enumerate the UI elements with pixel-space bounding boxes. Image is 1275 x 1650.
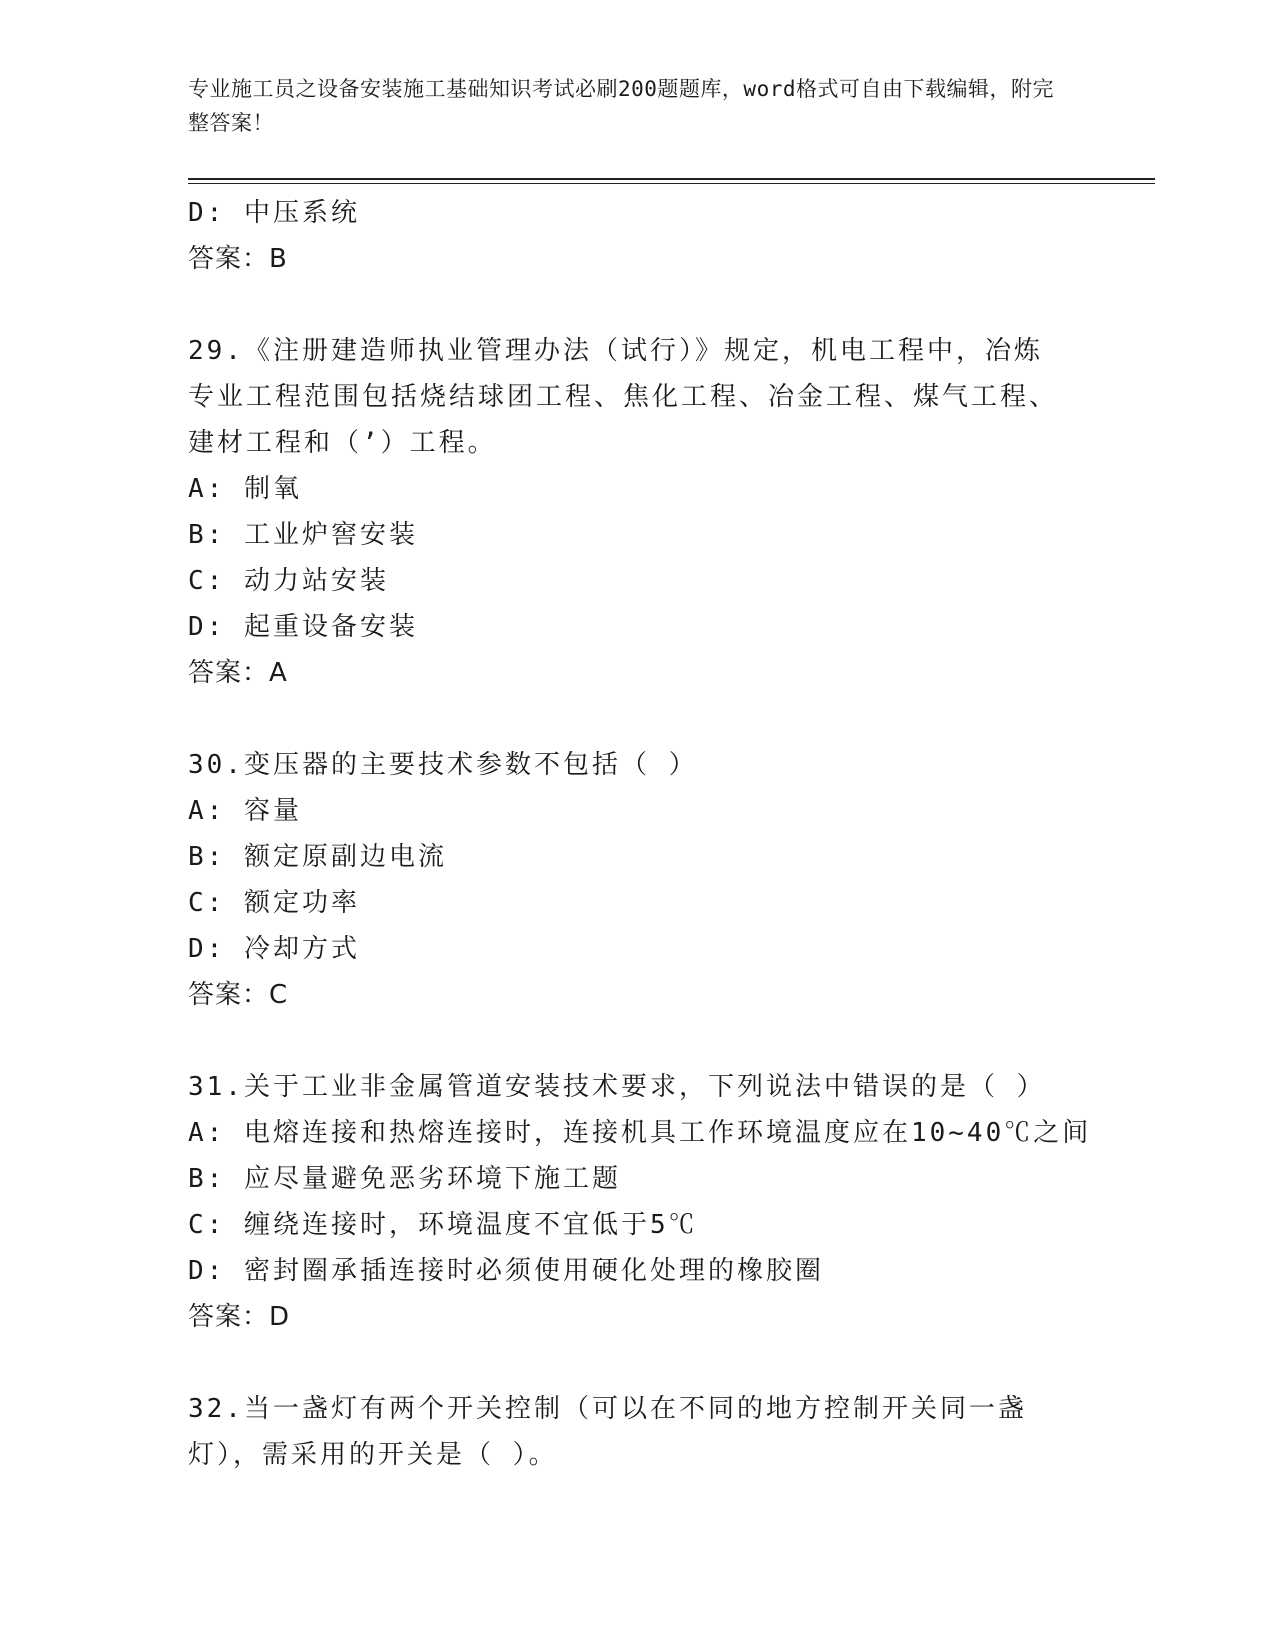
option-a: A: 电熔连接和热熔连接时，连接机具工作环境温度应在10~40℃之间 bbox=[188, 1118, 1092, 1148]
spacer bbox=[188, 1018, 1088, 1064]
option-d: D: 冷却方式 bbox=[188, 934, 360, 964]
spacer bbox=[188, 1340, 1088, 1386]
question-stem: 32.当一盏灯有两个开关控制（可以在不同的地方控制开关同一盏灯），需采用的开关是（ ）。 bbox=[188, 1394, 1027, 1470]
option-a: A: 制氧 bbox=[188, 474, 302, 504]
header-divider-thin bbox=[188, 183, 1155, 184]
option-c: C: 额定功率 bbox=[188, 888, 360, 918]
answer: 答案：B bbox=[188, 244, 288, 274]
document-header: 专业施工员之设备安装施工基础知识考试必刷200题题库，word格式可自由下载编辑，附完整答案！ bbox=[188, 77, 1054, 135]
question-32 bbox=[188, 1386, 1088, 1478]
spacer bbox=[188, 282, 1088, 328]
spacer bbox=[188, 696, 1088, 742]
answer: 答案：A bbox=[188, 658, 288, 688]
option-c: C: 动力站安装 bbox=[188, 566, 389, 596]
question-30 bbox=[188, 742, 1088, 1018]
question-stem: 30.变压器的主要技术参数不包括（ ） bbox=[188, 750, 698, 780]
question-content bbox=[188, 190, 1092, 1478]
question-stem: 29.《注册建造师执业管理办法（试行）》规定，机电工程中，冶炼专业工程范围包括烧结球团工程、焦化工程、冶金工程、煤气工程、建材工程和（’）工程。 bbox=[188, 336, 1059, 458]
option-d: D: 起重设备安装 bbox=[188, 612, 418, 642]
question-31 bbox=[188, 1064, 1092, 1340]
option-b: B: 应尽量避免恶劣环境下施工题 bbox=[188, 1164, 621, 1194]
header-divider-thick bbox=[188, 178, 1155, 180]
answer: 答案：D bbox=[188, 1302, 291, 1332]
option-b: B: 工业炉窖安装 bbox=[188, 520, 418, 550]
option-a: A: 容量 bbox=[188, 796, 302, 826]
question-stem: 31.关于工业非金属管道安装技术要求，下列说法中错误的是（ ） bbox=[188, 1072, 1046, 1102]
question-29 bbox=[188, 328, 1088, 696]
option-c: C: 缠绕连接时，环境温度不宜低于5℃ bbox=[188, 1210, 698, 1240]
answer: 答案：C bbox=[188, 980, 289, 1010]
option-d: D: 密封圈承插连接时必须使用硬化处理的橡胶圈 bbox=[188, 1256, 824, 1286]
option-b: B: 额定原副边电流 bbox=[188, 842, 447, 872]
option-d: D: 中压系统 bbox=[188, 198, 360, 228]
